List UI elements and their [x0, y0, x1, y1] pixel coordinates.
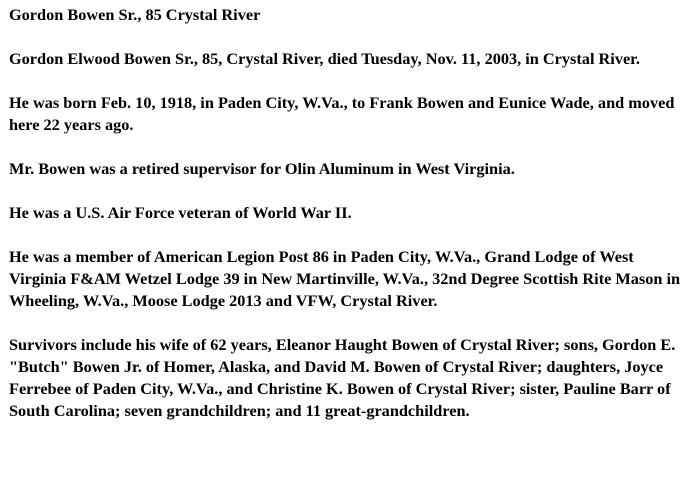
obituary-headline: Gordon Bowen Sr., 85 Crystal River [9, 5, 261, 24]
paragraph-military: He was a U.S. Air Force veteran of World War II. [9, 203, 352, 222]
paragraph-birth: He was born Feb. 10, 1918, in Paden City, W.Va., to Frank Bowen and Eunice Wade, and moved here 22 years ago. [9, 93, 675, 134]
paragraph-survivors: Survivors include his wife of 62 years, Eleanor Haught Bowen of Crystal River; sons, Gordon E. "Butch" Bowen Jr. of Homer, Alaska, and David M. Bowen of Crystal River; daughters, Joyce Ferrebee of Paden City, W.Va., and Christine K. Bowen of Crystal River; sister, Pauline Barr of South Carolina; seven grandchildren; and 11 great-grandchildren. [9, 335, 676, 420]
paragraph-death-notice: Gordon Elwood Bowen Sr., 85, Crystal River, died Tuesday, Nov. 11, 2003, in Crystal River. [9, 49, 640, 68]
paragraph-memberships: He was a member of American Legion Post 86 in Paden City, W.Va., Grand Lodge of West Virginia F&AM Wetzel Lodge 39 in New Martinville, W.Va., 32nd Degree Scottish Rite Mason in Wheeling, W.Va., Moose Lodge 2013 and VFW, Crystal River. [9, 247, 681, 310]
paragraph-career: Mr. Bowen was a retired supervisor for Olin Aluminum in West Virginia. [9, 159, 515, 178]
